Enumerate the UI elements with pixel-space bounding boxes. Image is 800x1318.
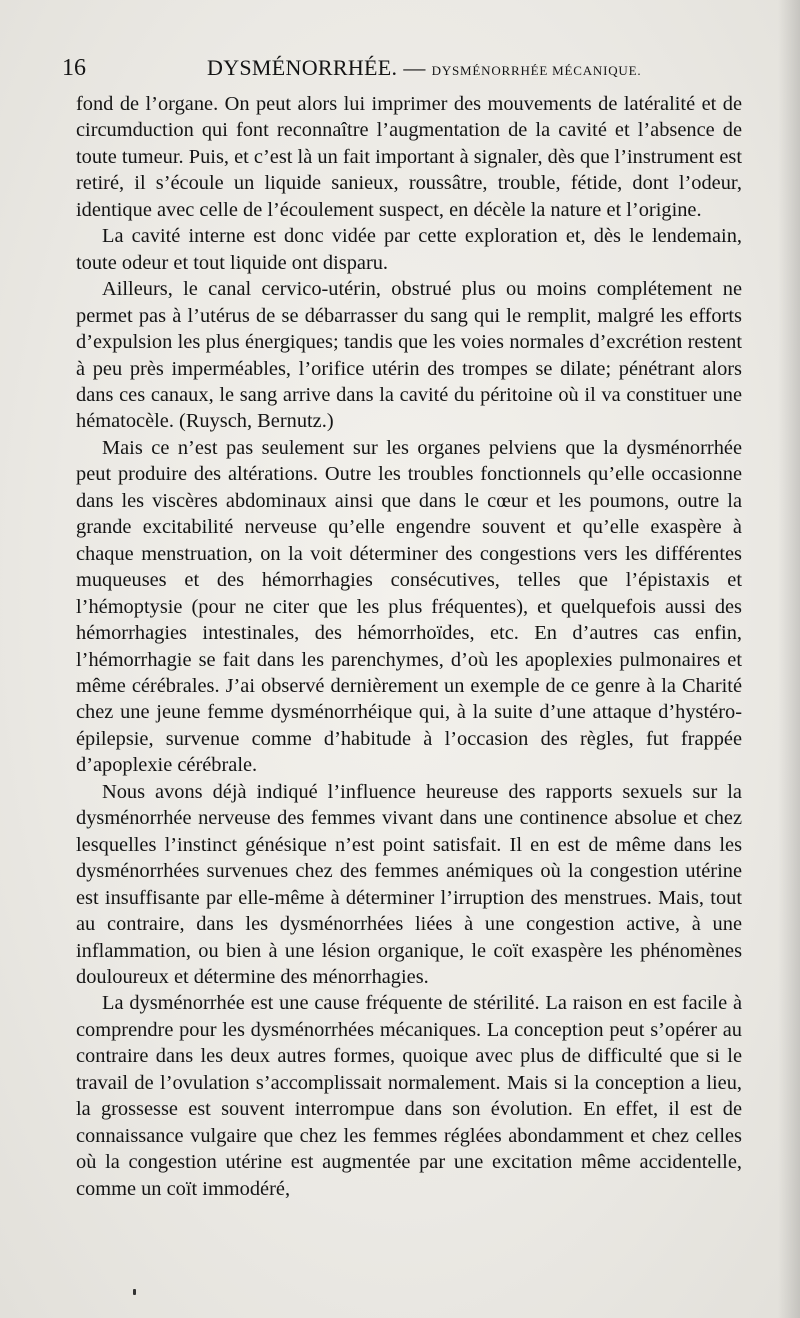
ink-speck	[133, 1289, 136, 1295]
paragraph: Mais ce n’est pas seulement sur les organes pelviens que la dysménorrhée peut produire des altérations. Outre les troubles fonctionnels qu’elle occasionne dans les viscères abdominaux ainsi que dans le cœur et les poumons, outre la grande excitabilité nerveuse qu’elle engendre souvent et qu’elle exaspère à chaque menstruation, on la voit déterminer des congestions vers les différentes muqueuses et des hémorrhagies consécutives, telles que l’épistaxis et l’hémoptysie (pour ne citer que les plus fréquentes), et quelquefois aussi des hémorrhagies intestinales, des hémorrhoïdes, etc. En d’autres cas enfin, l’hémorrhagie se fait dans les parenchymes, d’où les apoplexies pulmonaires et même cérébrales. J’ai observé dernièrement un exemple de ce genre à la Charité chez une jeune femme dysménorrhéique qui, à la suite d’une attaque d’hystéro-épilepsie, survenue comme d’habitude à l’occasion des règles, fut frappée d’apoplexie cérébrale.	[76, 436, 742, 777]
paragraph: La dysménorrhée est une cause fréquente de stérilité. La raison en est facile à comprendre pour les dysménorrhées mécaniques. La conception peut s’opérer au contraire dans les deux autres formes, quoique avec plus de difficulté que si le travail de l’ovulation s’accomplissait normalement. Mais si la conception a lieu, la grossesse est souvent interrompue dans son évolution. En effet, il est de connaissance vulgaire que chez les femmes réglées abondamment et chez celles où la congestion utérine est augmentée par une excitation même accidentelle, comme un coït immodéré,	[76, 992, 742, 1200]
section-title: DYSMÉNORRHÉE MÉCANIQUE.	[431, 63, 642, 78]
running-title	[207, 55, 641, 81]
running-header	[62, 50, 752, 90]
body-text	[76, 91, 742, 1202]
page-number: 16	[62, 55, 86, 81]
paragraph: Nous avons déjà indiqué l’influence heureuse des rapports sexuels sur la dysménorrhée nerveuse des femmes vivant dans une continence absolue et chez lesquelles l’instinct génésique n’est point satisfait. Il en est de même dans les dysménorrhées survenues chez des femmes anémiques où la congestion utérine est insuffisante par elle-même à déterminer l’irruption des menstrues. Mais, tout au contraire, dans les dysménorrhées liées à une congestion active, à une inflammation, ou bien à une lésion organique, le coït exaspère les phénomènes douloureux et détermine des ménorrhagies.	[76, 780, 742, 988]
paragraph: La cavité interne est donc vidée par cette exploration et, dès le lendemain, toute odeur et tout liquide ont disparu.	[76, 225, 742, 274]
paragraph: Ailleurs, le canal cervico-utérin, obstrué plus ou moins complétement ne permet pas à l’utérus de se débarrasser du sang qui le remplit, malgré les efforts d’expulsion les plus énergiques; tandis que les voies normales d’excrétion restent à peu près imperméables, l’orifice utérin des trompes se dilate; pénétrant alors dans ces canaux, le sang arrive dans la cavité du péritoine où il va constituer une hématocèle. (Ruysch, Bernutz.)	[76, 278, 742, 433]
paragraph: fond de l’organe. On peut alors lui imprimer des mouvements de latéralité et de circumduction qui font reconnaître l’augmentation de la cavité et l’absence de toute tumeur. Puis, et c’est là un fait important à signaler, dès que l’instrument est retiré, il s’écoule un liquide sanieux, roussâtre, trouble, fétide, dont l’odeur, identique avec celle de l’écoulement suspect, en décèle la nature et l’origine.	[76, 93, 742, 221]
page-edge-shadow	[778, 0, 800, 1318]
title-separator: —	[403, 55, 426, 80]
chapter-title: DYSMÉNORRHÉE.	[207, 55, 398, 80]
